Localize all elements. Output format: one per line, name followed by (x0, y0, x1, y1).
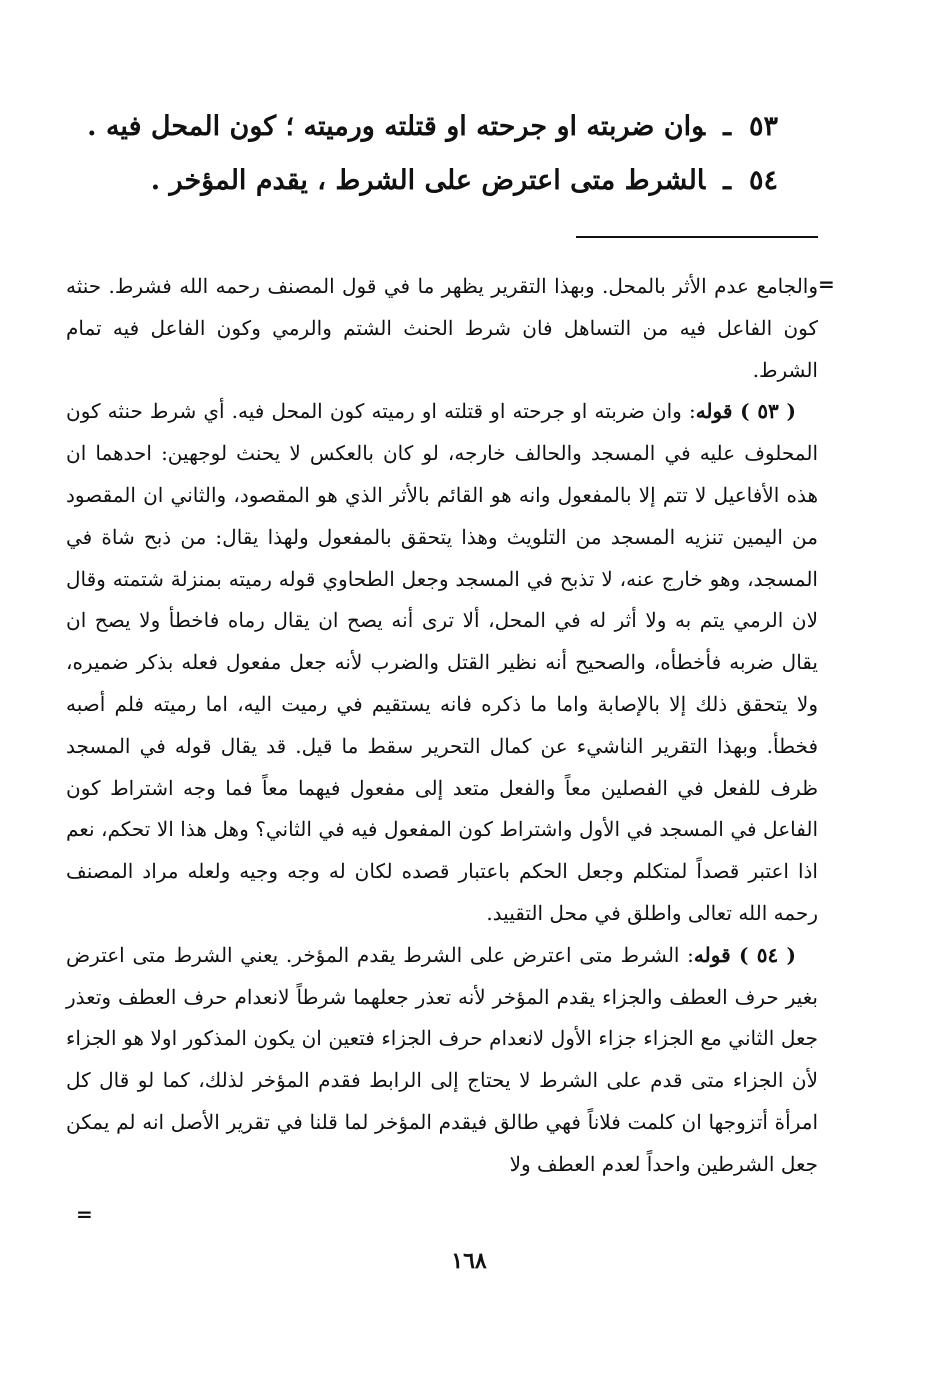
line-number: ٥٣ (748, 111, 778, 142)
footnote-text: : الشرط متى اعترض على الشرط يقدم المؤخر. يعني الشرط متى اعترض بغير حرف العطف والجزاء يقدم المؤخر لأنه تعذر جعلهما شرطاً لانعدام حرف العطف وتعذر جعل الثاني مع الجزاء جزاء الأول لانعدام حرف الجزاء فتعين ان يكون المذكور اولا هو الجزاء لأن الجزاء متى قدم على الشرط لا يحتاج إلى الرابط فقدم المؤخر لذلك، كما لو قال كل امرأة أتزوجها ان كلمت فلاناً فهي طالق فيقدم المؤخر لما قلنا في تقرير الأصل انه لم يمكن جعل الشرطين واحداً لعدم العطف ولا (66, 942, 818, 1176)
footnote-divider (576, 236, 818, 238)
line-text: وان ضربته او جرحته او قتلته ورميته ؛ كون المحل فيه . (87, 111, 706, 142)
continuation-mark-start: = (818, 272, 835, 296)
footnotes-block (66, 266, 818, 1186)
continuation-mark-end: = (76, 1202, 93, 1226)
line-dash: ـ (723, 111, 731, 142)
page-number: ١٦٨ (451, 1248, 487, 1274)
main-line-54 (98, 154, 778, 208)
line-dash: ـ (723, 165, 731, 196)
line-text: الشرط متى اعترض على الشرط ، يقدم المؤخر . (150, 165, 706, 196)
footnote-text: : وان ضربته او جرحته او قتلته او رميته كون المحل فيه. أي شرط حنثه كون المحلوف عليه في المسجد والحالف خارجه، لو كان بالعكس لا يحنث لوجهين: احدهما ان هذه الأفاعيل لا تتم إلا بالمفعول وانه هو القائم بالأثر الذي هو المقصود، والثاني ان المقصود من اليمين تنزيه المسجد من التلويث وهذا يتحقق بالمفعول ولهذا يقال: من ذبح شاة في المسجد، وهو خارج عنه، لا تذبح في المسجد وجعل الطحاوي قوله رميته بمنزلة شتمته وقال لان الرمي يتم به ولا أثر له في المحل، ألا ترى أنه يصح ان يقال رماه فاخطأ ولا يصح ان يقال ضربه فأخطأه، والصحيح أنه نظير القتل والضرب لأنه جعل مفعول فعله بذكر ضميره، ولا يتحقق ذلك إلا بالإصابة واما ما ذكره فانه يستقيم في رميت اليه، اما رميته فلم أصبه فخطأ. وبهذا التقرير الناشيء عن كمال التحرير سقط ما قيل. قد يقال قوله في المسجد ظرف للفعل في الفصلين معاً والفعل متعد إلى مفعول فيهما معاً فما وجه اشتراط كون الفاعل في المسجد في الأول واشتراط كون المفعول فيه في الثاني؟ وهل هذا الا تحكم، نعم اذا اعتبر قصداً لمتكلم وجعل الحكم باعتبار قصده لكان له وجه وجيه ولعله مراد المصنف رحمه الله تعالى واطلق في محل التقييد. (66, 399, 819, 925)
footnote-label: ( ٥٤ ) قوله (693, 942, 796, 967)
footnote-54 (66, 935, 818, 1186)
footnote-label: ( ٥٣ ) قوله (695, 399, 796, 424)
main-text-block (87, 100, 778, 208)
main-line-53 (87, 100, 778, 154)
footnote-53 (66, 391, 818, 934)
line-number: ٥٤ (748, 165, 778, 196)
footnote-intro: والجامع عدم الأثر بالمحل. وبهذا التقرير يظهر ما في قول المصنف رحمه الله فشرط. حنثه كون الفاعل فيه من التساهل فان شرط الحنث الشتم والرمي وكون الفاعل فيه تمام الشرط. (66, 274, 818, 382)
